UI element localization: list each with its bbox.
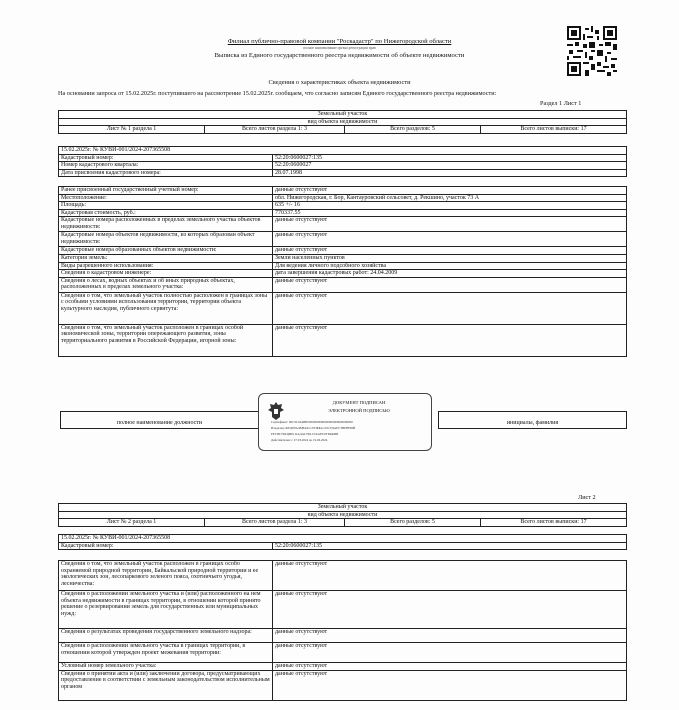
field-label: Дата присвоения кадастрового номера: [59,169,273,177]
field-label: Номер кадастрового квартала: [59,162,273,170]
table-row [59,162,627,170]
table-row [59,277,627,292]
field-label: Кадастровый номер: [59,154,273,162]
field-label: Сведения о расположении земельного участка в границах территории, в отношении которой утвержден проект межевания территории: [59,643,273,663]
issuer-organization: Филиал публично-правовой компании "Роскадастр" по Нижегородской области [227,38,452,45]
table-row [59,202,627,210]
table-row [59,542,627,550]
extract-title: Выписка из Единого государственного реестра недвижимости об объекте недвижимости [214,52,465,59]
field-value: обл. Нижегородская, г. Бор, Кантауровский сельсовет, д. Рекшино, участок 73 А [273,194,627,202]
field-label: Сведения о том, что земельный участок полностью расположен в границах зоны с особыми условиями использования территории, территории объекта культурного наследия, публичного сервитута: [59,292,273,324]
table-row [59,643,627,663]
table-row [59,169,627,177]
field-value: Земли населенных пунктов [273,254,627,262]
record-id: 15.02.2025г. № КУВИ-001/2024-207365508 [59,147,627,155]
object-type: Земельный участок [59,111,627,119]
sections-total: Всего разделов: 5 [345,126,481,134]
table-row [59,561,627,591]
field-label: Сведения о том, что земельный участок расположен в границах особо охраняемой природной территории, Байкальской природной территории и ее экологических зон, лесопаркового зеленого пояса, охотничьего угодья, лесничества: [59,561,273,591]
field-value: данные отсутствуют [273,187,627,195]
object-type-caption: вид объекта недвижимости [59,511,627,519]
section-heading: Сведения о характеристиках объекта недвижимости [268,79,411,86]
sheets-in-section: Всего листов раздела 1: 3 [205,126,345,134]
record-id: 15.02.2025г. № КУВИ-001/2024-207365508 [59,535,627,543]
field-value: данные отсутствуют [273,670,627,700]
field-value: 28.07.1998 [273,169,627,177]
table-row [59,187,627,195]
field-value: данные отсутствуют [273,629,627,643]
field-label: Сведения о принятии акта и (или) заключении договора, предусматривающих предоставление в соответствии с земельным законодательством исполнительным органом [59,670,273,700]
field-value: 52:20:0600027 [273,162,627,170]
page2-details-table [58,560,627,701]
page2-id-table [58,534,627,550]
field-label: Сведения о кадастровом инженере: [59,270,273,278]
page2-header-table [58,503,627,527]
stamp-owner: Владелец: ФЕДЕРАЛЬНАЯ СЛУЖБА ГОСУДАРСТВЕННОЙ [271,426,356,430]
field-label: Сведения о результатах проведения государственного земельного надзора: [59,629,273,643]
field-label: Категория земель: [59,254,273,262]
field-label: Виды разрешенного использования: [59,262,273,270]
table-row [59,591,627,629]
table-row [59,262,627,270]
field-value: данные отсутствуют [273,643,627,663]
page1-id-table [58,146,627,177]
issuer-caption: полное наименование органа регистрации прав [303,46,376,50]
field-value: 635 +/- 16 [273,202,627,210]
field-value: данные отсутствуют [273,232,627,247]
table-row [59,194,627,202]
table-row [59,324,627,356]
e-signature-stamp [258,393,432,451]
field-label: Сведения о расположении земельного участка и (или) расположенного на нем объекта недвижимости в границах территории, в отношении которой принято решение о резервировании земель для государственных или муниципальных нужд: [59,591,273,629]
table-row [59,663,627,671]
field-value: данные отсутствуют [273,561,627,591]
field-value: данные отсутствуют [273,324,627,356]
sheet-number: Лист № 1 раздела 1 [59,126,205,134]
sheet-number: Лист № 2 раздела 1 [59,519,205,527]
field-label: Условный номер земельного участка: [59,663,273,671]
sheets-in-section: Всего листов раздела 1: 3 [205,519,345,527]
sections-total: Всего разделов: 5 [345,519,481,527]
field-label: Местоположение: [59,194,273,202]
field-value: данные отсутствуют [273,217,627,232]
field-label: Сведения о том, что земельный участок расположен в границах особой экономической зоны, территории опережающего развития, зоны территориального развития в Российской Федерации, игорной зоны: [59,324,273,356]
field-value: данные отсутствуют [273,247,627,255]
field-value: 52:20:0600027:135 [273,542,627,550]
stamp-line-2: ЭЛЕКТРОННОЙ ПОДПИСЬЮ [328,408,390,413]
table-row [59,232,627,247]
table-row [59,254,627,262]
name-caption: инициалы, фамилия [439,420,627,429]
field-label: Кадастровая стоимость, руб.: [59,209,273,217]
object-type: Земельный участок [59,504,627,512]
eagle-emblem-icon [267,401,285,421]
page1-details-table [58,186,627,357]
stamp-owner-cont: РЕГИСТРАЦИИ, КАДАСТРА И КАРТОГРАФИИ [271,432,339,436]
table-row [59,292,627,324]
field-label: Ранее присвоенный государственный учетный номер: [59,187,273,195]
stamp-validity: Действителен: с 27.03.2024 по 19.06.2024 [271,438,328,442]
stamp-line-1: ДОКУМЕНТ ПОДПИСАН [332,400,386,405]
field-value: данные отсутствуют [273,591,627,629]
field-value: 770337.55 [273,209,627,217]
table-row [59,154,627,162]
field-value: дата завершения кадастровых работ: 24.04.2009 [273,270,627,278]
sheets-total: Всего листов выписки: 17 [481,126,627,134]
sheets-total: Всего листов выписки: 17 [481,519,627,527]
field-label: Сведения о лесах, водных объектах и об иных природных объектах, расположенных в пределах земельного участка: [59,277,273,292]
field-label: Площадь: [59,202,273,210]
table-row [59,217,627,232]
field-value: данные отсутствуют [273,663,627,671]
field-value: данные отсутствуют [273,277,627,292]
field-value: 52:20:0600027:135 [273,154,627,162]
field-label: Кадастровые номера расположенных в пределах земельного участка объектов недвижимости: [59,217,273,232]
request-statement: На основании запроса от 15.02.2025г. поступившего на рассмотрение 15.02.2025г. сообщаем, что согласно записям Единого государственного реестра недвижимости: [58,90,497,97]
field-value: Для ведения личного подсобного хозяйства [273,262,627,270]
table-row [59,209,627,217]
object-type-caption: вид объекта недвижимости [59,118,627,126]
position-caption: полное наименование должности [61,420,259,429]
page1-header-table [58,110,627,134]
field-label: Кадастровые номера образованных объектов недвижимости: [59,247,273,255]
table-row [59,270,627,278]
table-row [59,629,627,643]
qr-code-icon [567,26,617,76]
table-row [59,247,627,255]
field-label: Кадастровый номер: [59,542,273,550]
field-value: данные отсутствуют [273,292,627,324]
stamp-certificate: Сертификат: 00C9C0ADBE0000000000000000000000000000 [271,420,353,424]
sheet-label: Лист 2 [578,494,596,501]
table-row [59,670,627,700]
field-label: Кадастровые номера объектов недвижимости, из которых образован объект недвижимости: [59,232,273,247]
section-sheet-label: Раздел 1 Лист 1 [540,100,582,107]
